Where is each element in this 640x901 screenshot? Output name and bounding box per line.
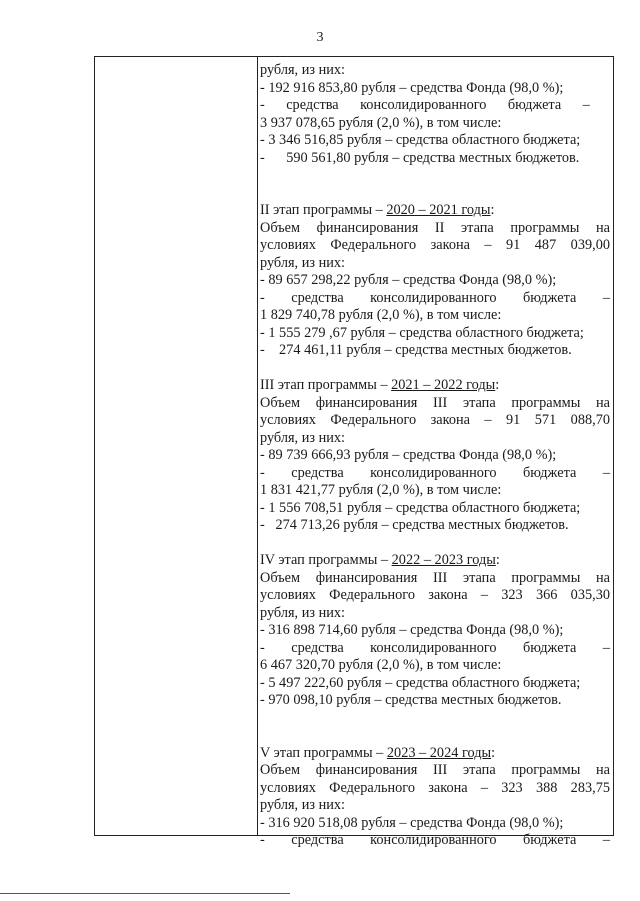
stage-line: условиях Федерального закона – 323 388 283,75 — [260, 779, 610, 796]
stage-line: - 89 739 666,93 рубля – средства Фонда (98,0 %); — [260, 447, 557, 463]
intro-line: рубля, из них: — [260, 62, 345, 78]
stage-suffix: : — [495, 552, 500, 568]
stage-suffix: : — [491, 744, 496, 761]
stage-line: - средства консолидированного бюджета – — [260, 464, 610, 481]
stage-heading — [260, 202, 610, 220]
stage-line: рубля, из них: — [260, 254, 345, 271]
intro-line: - 192 916 853,80 рубля – средства Фонда (98,0 %); — [260, 79, 564, 96]
stage-line: 1 831 421,77 рубля (2,0 %), в том числе: — [260, 482, 502, 498]
stage-line: условиях Федерального закона – 323 366 035,30 — [260, 587, 610, 603]
intro-line: 3 937 078,65 рубля (2,0 %), в том числе: — [260, 114, 502, 131]
stage-line: - средства консолидированного бюджета – — [260, 639, 610, 656]
stage-line: Объем финансирования III этапа программы на — [260, 569, 610, 586]
stage-line: 1 829 740,78 рубля (2,0 %), в том числе: — [260, 307, 502, 323]
stage-line: Объем финансирования III этапа программы на — [260, 762, 610, 778]
program-table — [94, 56, 614, 848]
stage-line: - 274 461,11 рубля – средства местных бюджетов. — [260, 342, 572, 358]
stage-line: - 1 555 279 ,67 рубля – средства областного бюджета; — [260, 324, 584, 341]
stage-heading — [260, 745, 610, 763]
stage-period: 2023 – 2024 годы — [386, 744, 492, 761]
funding-text-cell — [260, 62, 610, 850]
stage-line: рубля, из них: — [260, 429, 345, 446]
stage-period: 2022 – 2023 годы — [391, 552, 496, 568]
stage-line: рубля, из них: — [260, 604, 345, 621]
stage-line: - 316 920 518,08 рубля – средства Фонда (98,0 %); — [260, 814, 564, 831]
intro-line: - средства консолидированного бюджета – — [260, 97, 590, 113]
stage-prefix: V этап программы – — [260, 744, 387, 761]
stage-line: - 5 497 222,60 рубля – средства областного бюджета; — [260, 674, 581, 691]
stage-heading — [260, 552, 610, 570]
stage-period: 2021 – 2022 годы — [391, 377, 496, 393]
stage-line: условиях Федерального закона – 91 571 088,70 — [260, 412, 610, 428]
intro-line: - 590 561,80 рубля – средства местных бюджетов. — [260, 149, 580, 166]
footnote-separator — [0, 893, 290, 894]
page-number: 3 — [316, 30, 324, 45]
stage-line: - 1 556 708,51 рубля – средства областного бюджета; — [260, 499, 581, 516]
stage-line: рубля, из них: — [260, 797, 345, 813]
stage-line: - 89 657 298,22 рубля – средства Фонда (98,0 %); — [260, 272, 557, 288]
intro-line: - 3 346 516,85 рубля – средства областного бюджета; — [260, 132, 581, 148]
stage-prefix: IV этап программы – — [260, 552, 392, 568]
stage-line: - 274 713,26 рубля – средства местных бюджетов. — [260, 517, 569, 533]
stage-period: 2020 – 2021 годы — [386, 202, 491, 218]
stage-line: - 316 898 714,60 рубля – средства Фонда (98,0 %); — [260, 622, 564, 638]
stage-line: - средства консолидированного бюджета – — [260, 289, 610, 306]
stage-line: Объем финансирования III этапа программы на — [260, 394, 610, 411]
stage-line: условиях Федерального закона – 91 487 039,00 — [260, 237, 610, 253]
column-divider — [257, 57, 258, 835]
stage-line: Объем финансирования II этапа программы на — [260, 219, 610, 236]
stage-line: 6 467 320,70 рубля (2,0 %), в том числе: — [260, 657, 502, 673]
stage-prefix: III этап программы – — [260, 377, 392, 393]
stage-suffix: : — [495, 377, 500, 393]
stage-prefix: II этап программы – — [260, 202, 387, 218]
stage-line: - 970 098,10 рубля – средства местных бюджетов. — [260, 692, 562, 708]
stage-line: - средства консолидированного бюджета – — [260, 832, 610, 848]
stage-suffix: : — [490, 202, 495, 218]
stage-heading — [260, 377, 610, 395]
